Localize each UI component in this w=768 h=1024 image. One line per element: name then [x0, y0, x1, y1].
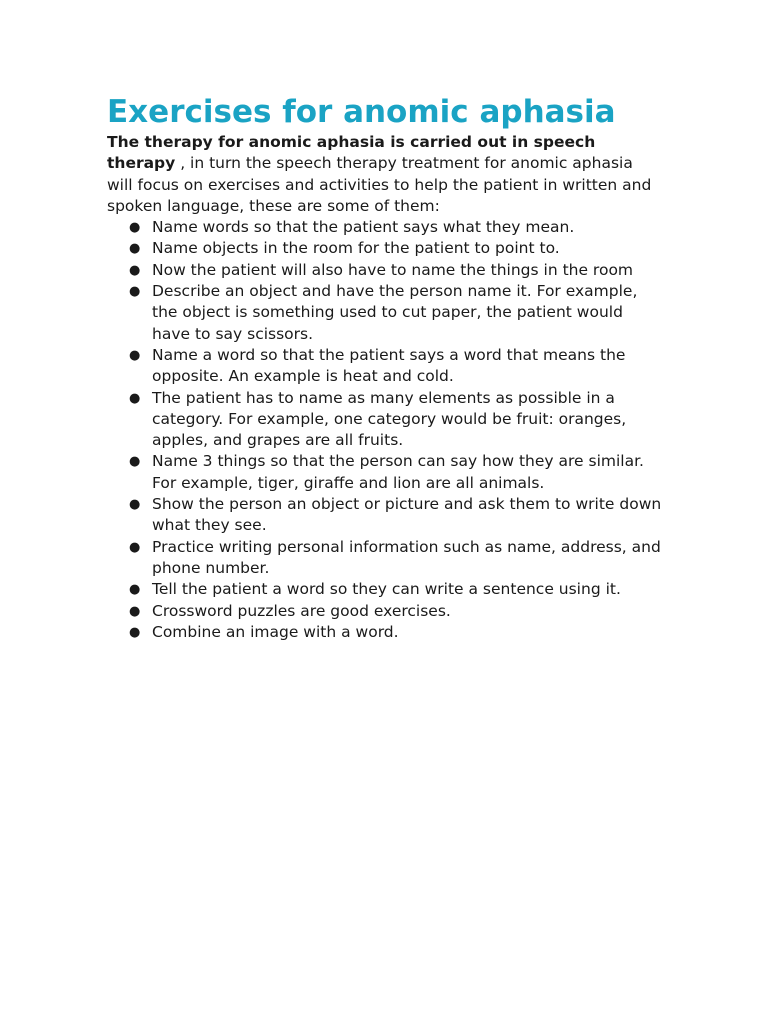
list-item — [107, 238, 663, 259]
list-item-text: Describe an object and have the person name it. For example, the object is something used to cut paper, the patient would have to say scissors. — [152, 282, 638, 343]
bullet-icon: ● — [129, 454, 141, 470]
list-item — [107, 579, 663, 600]
bullet-icon: ● — [129, 497, 141, 513]
bullet-icon: ● — [129, 284, 141, 300]
list-item-text: Name a word so that the patient says a word that means the opposite. An example is heat and cold. — [152, 345, 626, 386]
list-item — [107, 281, 663, 345]
list-item — [107, 622, 663, 643]
list-item-text: Combine an image with a word. — [152, 622, 399, 641]
list-item — [107, 388, 663, 452]
bullet-icon: ● — [129, 582, 141, 598]
list-item — [107, 217, 663, 238]
list-item — [107, 494, 663, 537]
list-item — [107, 345, 663, 388]
list-item-text: Practice writing personal information such as name, address, and phone number. — [152, 537, 661, 577]
list-item-text: Name objects in the room for the patient to point to. — [152, 239, 560, 258]
bullet-icon: ● — [129, 624, 141, 640]
list-item — [107, 537, 663, 580]
list-item — [107, 601, 663, 622]
exercise-list — [107, 217, 663, 643]
bullet-icon: ● — [129, 220, 141, 236]
intro-paragraph — [107, 132, 663, 217]
bullet-icon: ● — [129, 539, 141, 555]
bullet-icon: ● — [129, 262, 141, 278]
list-item-text: Crossword puzzles are good exercises. — [152, 601, 451, 620]
list-item — [107, 451, 663, 494]
bullet-icon: ● — [129, 390, 141, 406]
list-item-text: Show the person an object or picture and ask them to write down what they see. — [152, 495, 662, 535]
document-page — [107, 92, 663, 643]
list-item-text: Now the patient will also have to name the things in the room — [152, 260, 634, 279]
list-item-text: The patient has to name as many elements as possible in a category. For example, one category would be fruit: oranges, apples, and grapes are all fruits. — [152, 388, 627, 450]
bullet-icon: ● — [129, 241, 141, 257]
list-item — [107, 260, 663, 281]
document-title: Exercises for anomic aphasia — [107, 94, 616, 130]
intro-text: , in turn the speech therapy treatment for anomic aphasia will focus on exercises and activities to help the patient in written and spoken language, these are some of them: — [107, 154, 652, 215]
list-item-text: Tell the patient a word so they can write a sentence using it. — [152, 580, 621, 599]
list-item-text: Name 3 things so that the person can say how they are similar. For example, tiger, giraffe and lion are all animals. — [152, 452, 644, 492]
bullet-icon: ● — [129, 347, 141, 363]
bullet-icon: ● — [129, 603, 141, 619]
intro-bold-text: The therapy for anomic aphasia is carried out in speech therapy — [107, 133, 596, 173]
list-item-text: Name words so that the patient says what they mean. — [152, 218, 575, 237]
